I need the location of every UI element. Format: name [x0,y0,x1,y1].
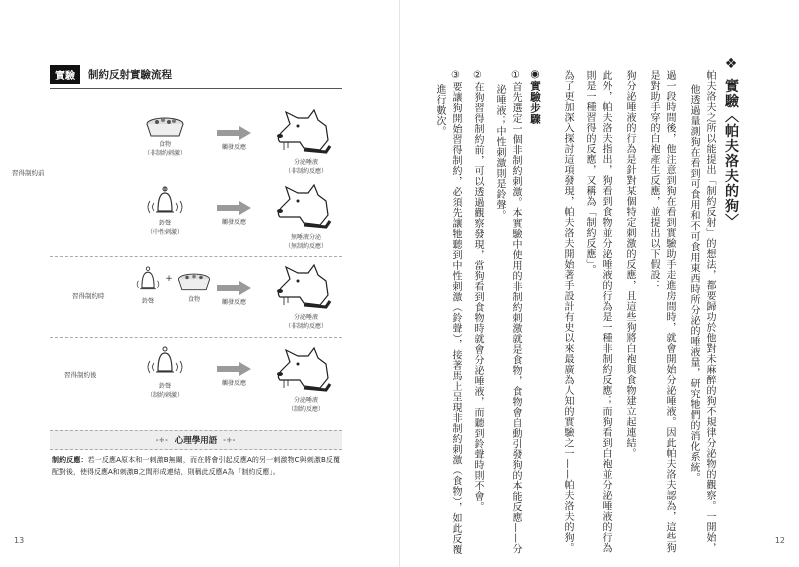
glossary-body [50,450,342,482]
resp-label: 分泌唾液 [293,159,318,166]
body-column: 是對助手穿的白袍產生反應，並提出以下假設： [648,70,659,291]
resp-sub: （制約反應） [287,406,324,413]
row-after [50,342,342,420]
arrow-label: 觸發反應 [221,299,246,306]
step-column: 進行數次。 [434,84,445,137]
trigger-arrow [210,126,258,151]
stim-label: 鈴聲 [158,383,171,390]
step-column: ②在狗習得制約前，可以透過觀察發現，當狗看到食物時就會分泌唾液，而聽到鈴聲時則不會。 [472,70,483,512]
food-stimulus [135,112,195,158]
trigger-arrow [210,281,258,306]
bell-stimulus [135,342,195,400]
stim-sub: （非制約刺激） [143,150,186,157]
bell-icon [142,185,188,219]
glossary-title: 心理學用語 [174,436,218,446]
trigger-arrow [210,201,258,226]
row-label-during: 習得制約時 [72,292,105,300]
page-number-left: 13 [14,536,25,545]
resp-label: 無唾液分泌 [290,234,321,241]
decor-mark: -✢- [155,436,169,444]
food-bowl-icon [174,267,214,295]
right-page [400,0,799,567]
food-bowl-icon [142,112,188,140]
row-divider [50,256,342,257]
body-column: 則是一種習得的反應，又稱為「制約反應」。 [584,70,595,275]
resp-sub: （非制約反應） [284,323,327,330]
stim-sub: （制約刺激） [146,392,183,399]
dog-response [270,344,342,414]
row-before-food [50,112,342,182]
step-column: 泌唾液；中性刺激則是鈴聲。 [494,84,505,221]
right-arrow-icon [217,281,251,295]
arrow-label: 觸發反應 [221,219,246,226]
right-arrow-icon [217,126,251,140]
dog-salivating-icon [270,344,342,396]
bell-icon [128,263,168,297]
body-column: 他透過量測狗在看到可食用和不可食用東西時所分泌的唾液量，研究牠們的消化系統。 [688,84,699,483]
dog-response [270,261,342,331]
article-title: ❖ 實驗〈帕夫洛夫的狗〉 [723,56,739,229]
stim-label: 鈴聲 [141,298,154,305]
resp-sub: （無制約反應） [284,243,327,250]
glossary-box [50,430,342,482]
flow-title: 制約反射實驗流程 [88,68,172,81]
stim-label: 食物 [187,296,200,303]
arrow-label: 觸發反應 [221,144,246,151]
resp-label: 分泌唾液 [293,314,318,321]
body-column: 為了更加深入探討這項發現，帕夫洛夫開始著手設計有史以來最廣為人知的實驗之一——帕夫洛夫的狗。 [562,70,573,553]
bell-icon [142,342,188,382]
body-column: 過一段時間後，他注意到狗在看到實驗助手走進房間時，就會開始分泌唾液。因此帕夫洛夫認為，這些狗 [664,70,675,553]
row-before-bell [50,185,342,255]
row-divider [50,337,342,338]
page-number-right: 12 [774,536,785,545]
flow-header [50,63,342,85]
left-page [0,0,399,567]
right-arrow-icon [217,362,251,376]
stim-label: 鈴聲 [158,220,171,227]
row-during [50,263,342,335]
glossary-definition: 若一反應A原本和一刺激B無關，而在將會引起反應A的另一刺激物C與刺激B反覆配對後，使得反應A和刺激B之間形成連結，則稱此反應A為「制約反應」。 [52,456,340,476]
resp-sub: （非制約反應） [284,168,327,175]
glossary-term: 制約反應： [52,456,88,464]
step-column: ③要讓狗開始習得制約，必須先讓牠聽到中性刺激（鈴聲），接著馬上呈現非制約刺激（食物），如此反覆 [450,70,461,555]
bell-stimulus [135,185,195,237]
trigger-arrow [210,362,258,387]
dog-response [270,181,342,251]
dog-response [270,106,342,176]
glossary-header [50,430,342,450]
plus-sign: + [165,274,173,284]
right-arrow-icon [217,201,251,215]
bell-stimulus [128,263,168,306]
row-label-after: 習得制約後 [64,371,97,379]
header-rule [50,88,342,89]
dog-salivating-icon [270,261,342,313]
stim-label: 食物 [158,141,171,148]
body-column: 此外，帕夫洛夫指出，狗看到食物並分泌唾液的行為是一種非制約反應；而狗看到白袍並分泌唾液的行為 [600,70,611,553]
decor-mark: -✢- [223,436,237,444]
dog-icon [270,181,342,233]
dog-salivating-icon [270,106,342,158]
arrow-label: 觸發反應 [221,380,246,387]
stim-sub: （中性刺激） [146,229,183,236]
resp-label: 分泌唾液 [293,397,318,404]
steps-heading: ◉實驗步驟 [529,68,541,125]
step-column: ①首先選定一個非制約刺激。本實驗中使用的非制約刺激就是食物，食物會自動引發狗的本能反應——分 [510,70,521,554]
body-column: 狗分泌唾液的行為是針對某個特定刺激的反應，且這些狗將白袍與食物建立起連結。 [624,70,635,459]
body-column: 帕夫洛夫之所以能提出「制約反射」的想法，都要歸功於他對未麻醉的狗不規律分泌物的觀察。一開始， [704,70,715,553]
row-label-before: 習得制約前 [12,169,45,177]
experiment-tag: 實驗 [50,65,80,84]
